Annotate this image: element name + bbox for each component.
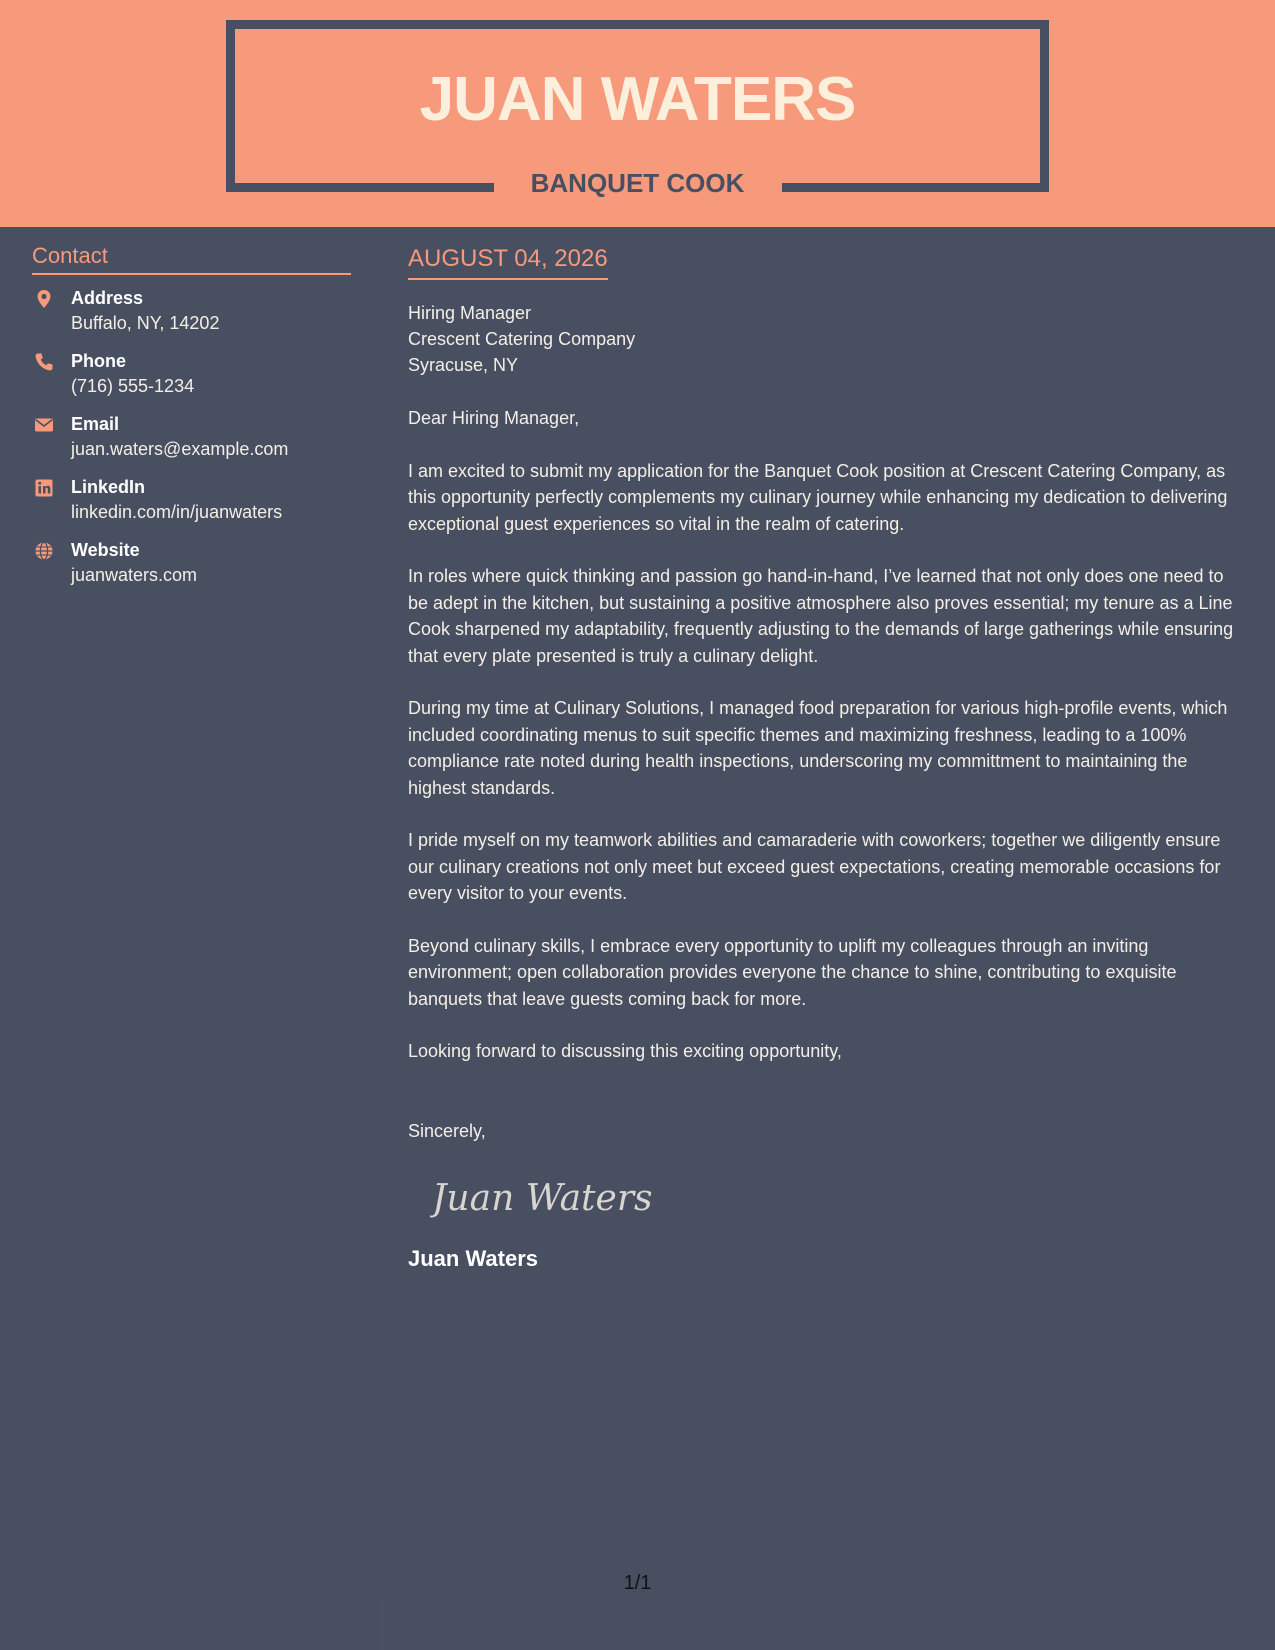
contact-heading: Contact	[32, 241, 351, 275]
contact-value: (716) 555-1234	[71, 376, 195, 396]
signer-name: Juan Waters	[408, 1246, 539, 1271]
recipient-line: Syracuse, NY	[408, 355, 519, 375]
contact-value: juan.waters@example.com	[71, 439, 289, 459]
letter-paragraph: I pride myself on my teamwork abilities and camaraderie with coworkers; together we diligently ensure our culinary creations not only meet but exceed guest expectations, creating memorable occasions for every visitor to your events.	[408, 830, 1221, 903]
footer-divider	[382, 1600, 383, 1650]
recipient-line: Crescent Catering Company	[408, 329, 636, 349]
letter-paragraph: During my time at Culinary Solutions, I managed food preparation for various high-profile events, which included coordinating menus to suit specific themes and maximizing freshness, leading to a 100% compliance rate noted during health inspections, underscoring my committment to maintaining the highest standards.	[408, 698, 1228, 798]
letter-date: AUGUST 04, 2026	[408, 241, 608, 280]
salutation: Dear Hiring Manager,	[408, 408, 580, 428]
signature-text: Juan Waters	[432, 1178, 653, 1219]
contact-value: Buffalo, NY, 14202	[71, 313, 220, 333]
contact-linkedin	[32, 475, 351, 538]
contact-phone	[32, 349, 351, 412]
recipient-block	[408, 300, 1248, 378]
contact-address	[32, 286, 351, 349]
contact-value: linkedin.com/in/juanwaters	[71, 502, 283, 522]
linkedin-icon	[34, 478, 54, 498]
globe-icon	[34, 541, 54, 561]
letter-paragraph: In roles where quick thinking and passion go hand-in-hand, I’ve learned that not only does one need to be adept in the kitchen, but sustaining a positive atmosphere also proves essential; my tenure as a Line Cook sharpened my adaptability, frequently adjusting to the demands of large gatherings while ensuring that every plate presented is truly a culinary delight.	[408, 566, 1234, 666]
envelope-icon	[34, 415, 54, 435]
handwritten-signature	[430, 1172, 1248, 1222]
contact-email	[32, 412, 351, 475]
contact-sidebar	[32, 241, 351, 601]
contact-value: juanwaters.com	[71, 565, 198, 585]
contact-label: Address	[71, 288, 144, 308]
header-banner	[0, 0, 1275, 227]
contact-label: LinkedIn	[71, 477, 146, 497]
letter-body	[408, 241, 1248, 1274]
page-number: 1/1	[623, 1572, 652, 1594]
applicant-name: JUAN WATERS	[419, 65, 856, 134]
closing-line: Looking forward to discussing this exciting opportunity,	[408, 1041, 842, 1061]
recipient-line: Hiring Manager	[408, 303, 532, 323]
job-title: BANQUET COOK	[530, 168, 745, 198]
map-pin-icon	[34, 289, 54, 309]
contact-label: Phone	[71, 351, 127, 371]
contact-website	[32, 538, 351, 601]
sign-off: Sincerely,	[408, 1120, 486, 1141]
phone-icon	[34, 352, 54, 372]
letter-paragraph: I am excited to submit my application for the Banquet Cook position at Crescent Catering Company, as this opportunity perfectly complements my culinary journey while enhancing my dedication to delivering exceptional guest experiences so vital in the realm of catering.	[408, 460, 1228, 534]
letter-paragraph: Beyond culinary skills, I embrace every opportunity to uplift my colleagues through an inviting environment; open collaboration provides everyone the chance to shine, contributing to exquisite banquets that leave guests coming back for more.	[408, 935, 1177, 1009]
contact-label: Email	[71, 414, 120, 434]
contact-label: Website	[71, 540, 140, 560]
